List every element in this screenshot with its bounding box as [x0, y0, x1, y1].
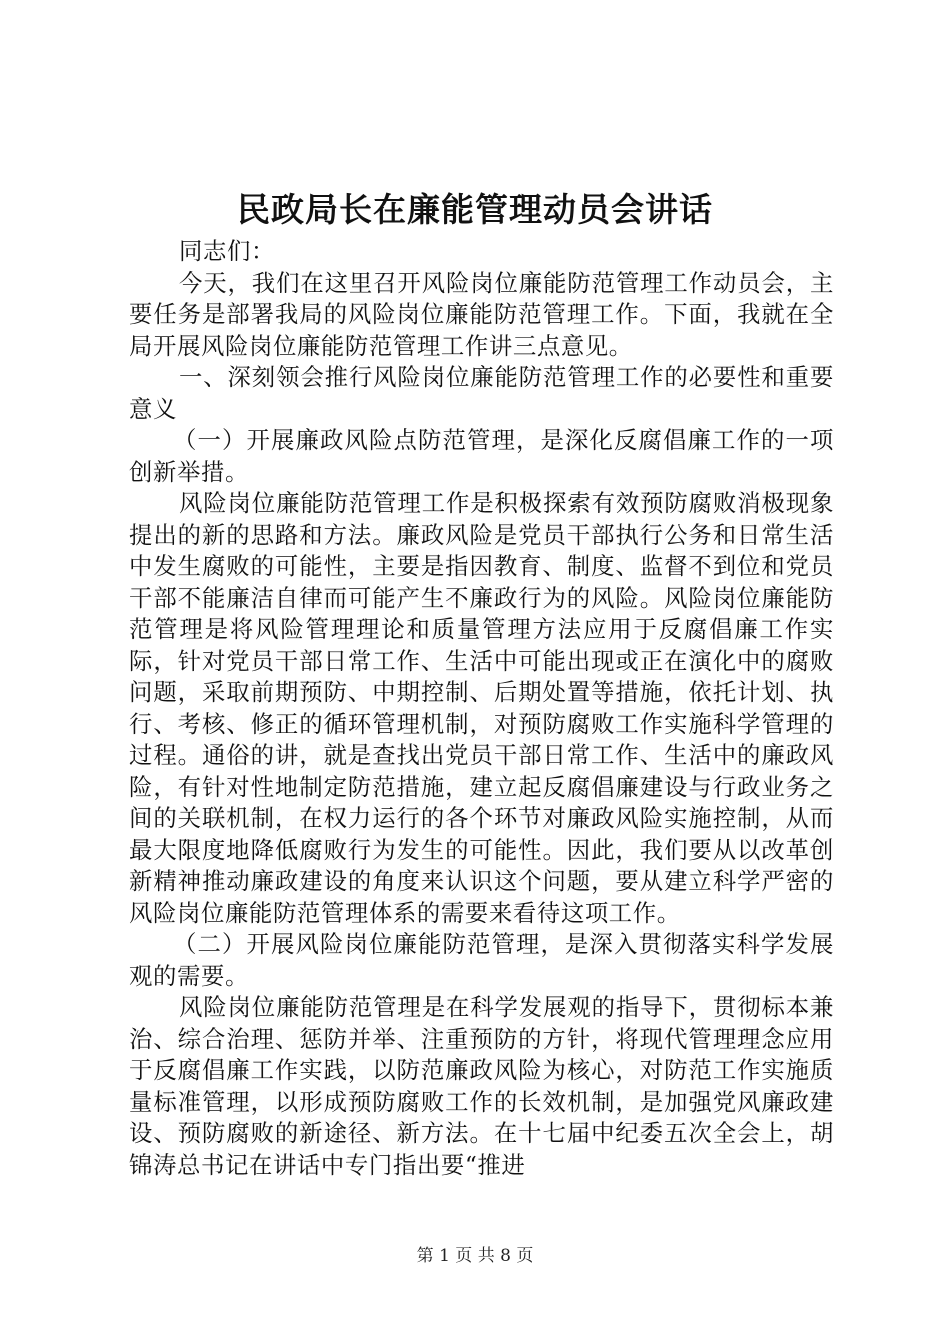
body-paragraph-2: 风险岗位廉能防范管理是在科学发展观的指导下，贯彻标本兼治、综合治理、惩防并举、注重预防的方针，将现代管理理念应用于反腐倡廉工作实践，以防范廉政风险为核心，对防范工作实施质量标准管理，以形成预防腐败工作的长效机制，是加强党风廉政建设、预防腐败的新途径、新方法。在十七届中纪委五次全会上，胡锦涛总书记在讲话中专门指出要“推进: [129, 993, 834, 1179]
section-heading-1: 一、深刻领会推行风险岗位廉能防范管理工作的必要性和重要意义: [129, 363, 834, 423]
document-title: 民政局长在廉能管理动员会讲话: [237, 190, 713, 229]
salutation-paragraph: 同志们：: [179, 237, 275, 265]
subsection-heading-2: （二）开展风险岗位廉能防范管理，是深入贯彻落实科学发展观的需要。: [129, 930, 834, 990]
document-body: [129, 236, 834, 1181]
page-number-footer: 第 1 页 共 8 页: [416, 1246, 534, 1266]
subsection-heading-1: （一）开展廉政风险点防范管理，是深化反腐倡廉工作的一项创新举措。: [129, 426, 834, 486]
intro-paragraph: 今天，我们在这里召开风险岗位廉能防范管理工作动员会，主要任务是部署我局的风险岗位廉能防范管理工作。下面，我就在全局开展风险岗位廉能防范管理工作讲三点意见。: [129, 268, 834, 360]
body-paragraph-1: 风险岗位廉能防范管理工作是积极探索有效预防腐败消极现象提出的新的思路和方法。廉政风险是党员干部执行公务和日常生活中发生腐败的可能性，主要是指因教育、制度、监督不到位和党员干部不能廉洁自律而可能产生不廉政行为的风险。风险岗位廉能防范管理是将风险管理理论和质量管理方法应用于反腐倡廉工作实际，针对党员干部日常工作、生活中可能出现或正在演化中的腐败问题，采取前期预防、中期控制、后期处置等措施，依托计划、执行、考核、修正的循环管理机制，对预防腐败工作实施科学管理的过程。通俗的讲，就是查找出党员干部日常工作、生活中的廉政风险，有针对性地制定防范措施，建立起反腐倡廉建设与行政业务之间的关联机制，在权力运行的各个环节对廉政风险实施控制，从而最大限度地降低腐败行为发生的可能性。因此，我们要从以改革创新精神推动廉政建设的角度来认识这个问题，要从建立科学严密的风险岗位廉能防范管理体系的需要来看待这项工作。: [129, 489, 834, 927]
